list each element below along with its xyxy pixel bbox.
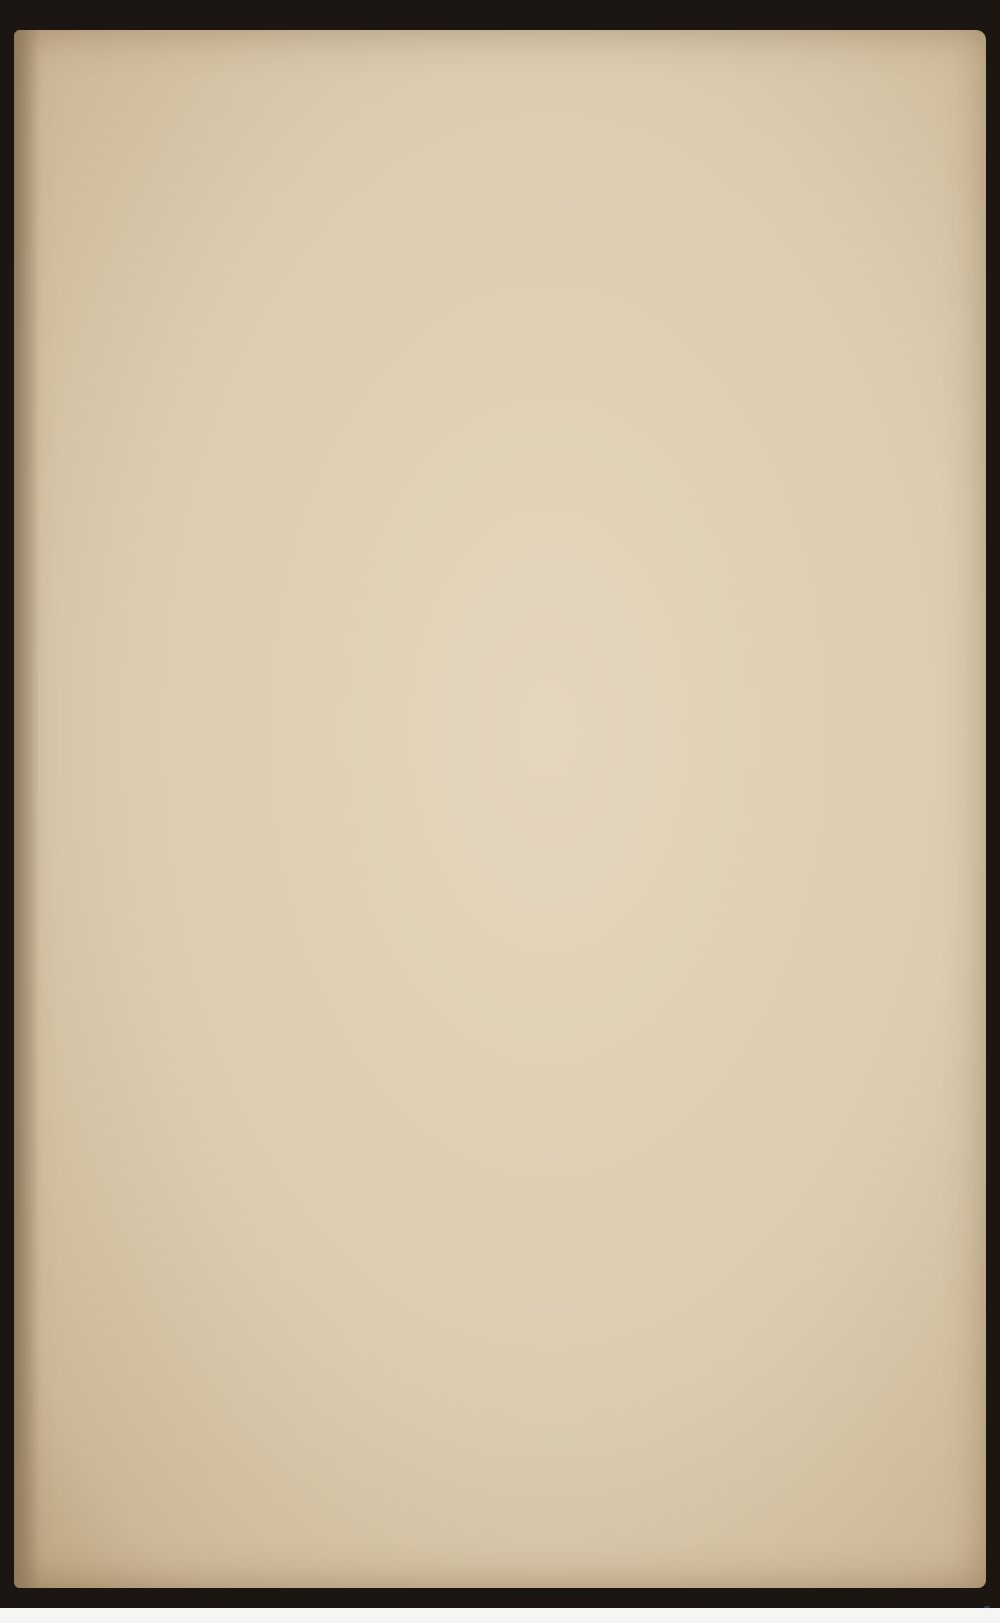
- book-page: [14, 30, 986, 1588]
- page-gutter-shadow: [14, 30, 40, 1588]
- dfg-logo: [984, 1606, 990, 1608]
- digitization-footer: [980, 1606, 990, 1608]
